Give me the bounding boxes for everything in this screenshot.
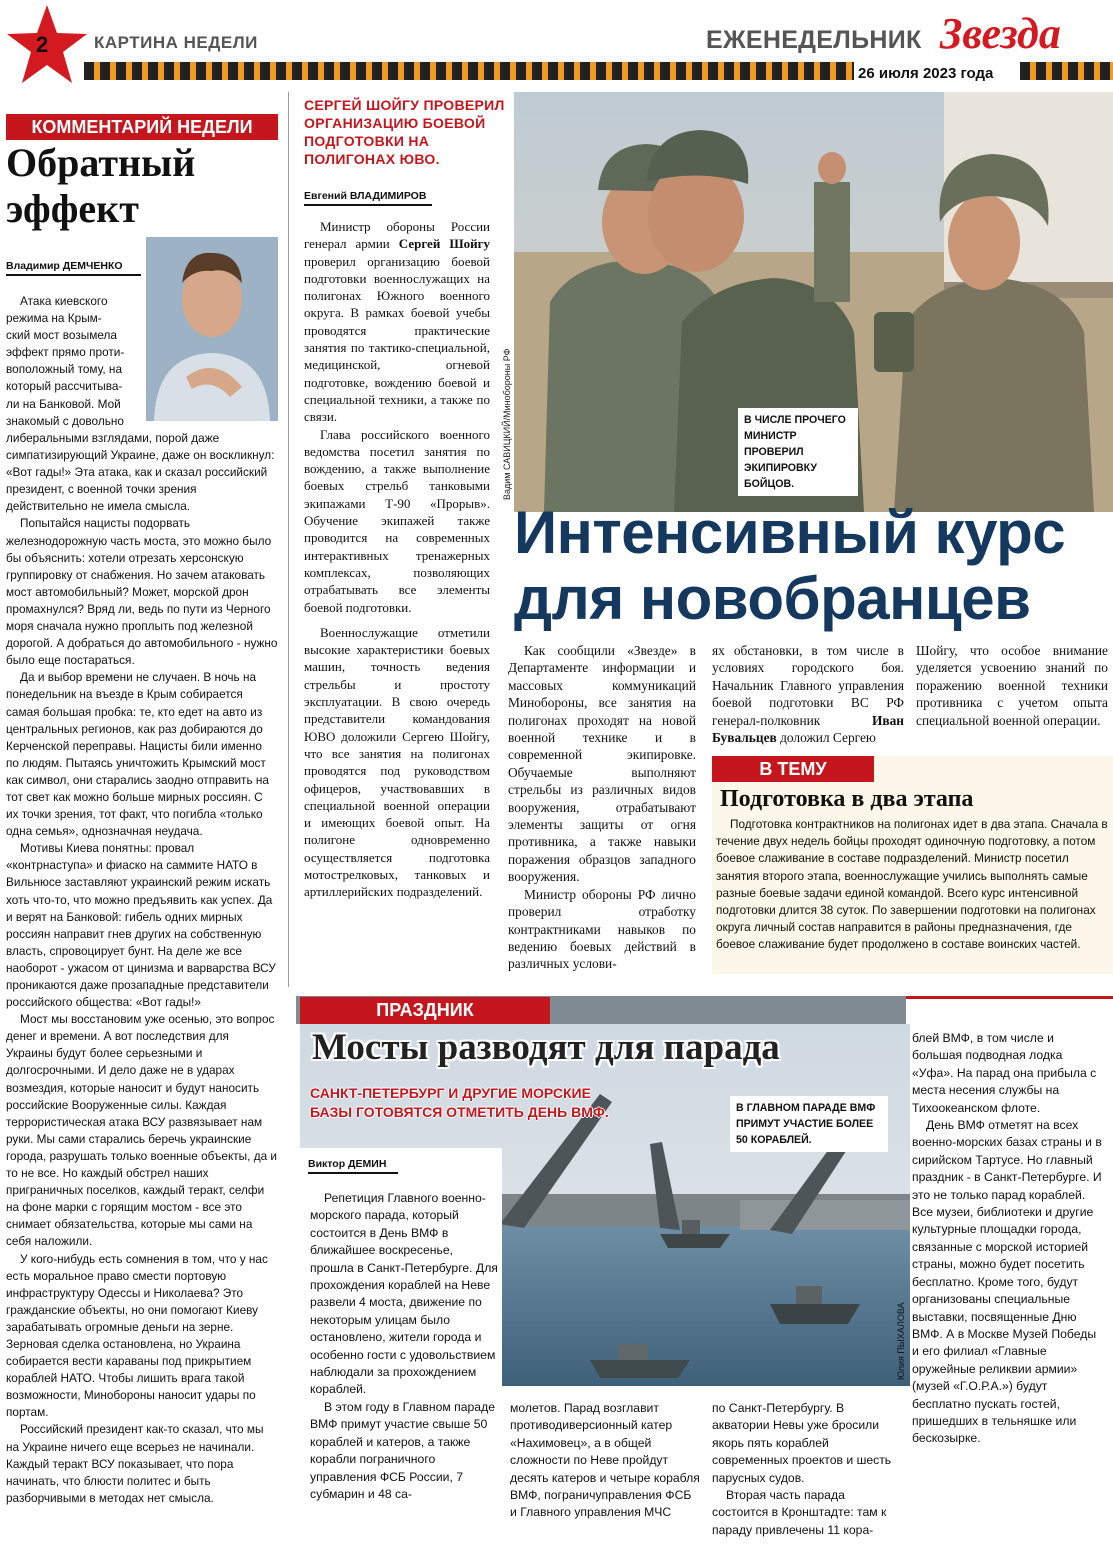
photo-credit: Вадим САВИЦКИЙ/Минобороны РФ	[502, 348, 512, 500]
intro-line: режима на Крым-	[6, 311, 102, 326]
paragraph: либеральными взглядами, порой даже симпатизирующий Украине, даже он воскликнул: «Вот гады!» Эта атака, как и сказал российский президент, с военной точки зрения действительно не имела смысла.	[6, 431, 275, 514]
headline-line: Интенсивный курс	[514, 499, 1066, 566]
sidebar-text	[716, 816, 1108, 954]
section-title: КАРТИНА НЕДЕЛИ	[94, 33, 258, 52]
paragraph: Шойгу, что особое внимание уделяется усвоению знаний по поражению военной техники противника с учетом опыта специальной военной операции.	[916, 643, 1108, 728]
sidebar-rubric: В ТЕМУ	[712, 756, 874, 782]
author-name: Евгений ВЛАДИМИРОВ	[304, 190, 427, 202]
paragraph: по Санкт-Петербургу. В акватории Невы уже бросили якорь пять кораблей современных проектов и шесть парусных судов.	[712, 1401, 892, 1485]
paragraph: В этом году в Главном параде ВМФ примут участие свыше 50 кораблей и катеров, а также корабли пограничного управления ФСБ России, 7 субмарин и 48 са-	[310, 1399, 495, 1501]
comment-intro	[6, 293, 144, 430]
holiday-kicker: САНКТ-ПЕТЕРБУРГ И ДРУГИЕ МОРСКИЕ БАЗЫ ГОТОВЯТСЯ ОТМЕТИТЬ ДЕНЬ ВМФ.	[310, 1085, 609, 1120]
holiday-column-1	[310, 1190, 498, 1503]
name-highlight: Иван Бувальцев	[712, 712, 904, 746]
page-header	[0, 0, 1113, 88]
header-ribbon	[1020, 62, 1113, 80]
paragraph: Военнослужащие отметили высокие характеристики боевых машин, точность ведения стрельбы и простоту эксплуатации. В свою очередь представители командования ЮВО доложили Сергею Шойгу, что все занятия на полигонах проводятся под руководством офицеров, участвовавших в специальной военной операции и имеющих боевой опыт. На полигоне одновременно осуществляется подготовка мотострелковых, танковых и артиллерийских подразделений.	[304, 624, 490, 900]
paragraph: Репетиция Главного военно-морского парада, который состоится в День ВМФ в ближайшее воскресенье, прошла в Санкт-Петербурге. Для прохождения кораблей на Неве развели 4 моста, движение по некоторым улицам было остановлено, жители города и особенно гости с удовольствием наблюдали за прохождением кораблей.	[310, 1191, 498, 1397]
intro-line: знакомый с довольно	[6, 413, 124, 428]
paragraph: Министр обороны РФ лично проверил отработку контрактниками навыков по ведению боевых действий в различных услови-	[508, 886, 696, 972]
name-highlight: Сергей Шойгу	[398, 236, 490, 252]
holiday-column-4	[912, 1030, 1104, 1448]
paragraph: блей ВМФ, в том числе и большая подводная лодка «Уфа». На парад она прибыла с места несения службы на Тихоокеанском флоте.	[912, 1031, 1097, 1115]
holiday-author	[308, 1158, 398, 1174]
main-column-2	[508, 642, 696, 984]
intro-line: Атака киевского	[20, 294, 108, 308]
paragraph: У кого-нибудь есть сомнения в том, что у нас есть моральное право смести портовую инфраструктуру Одессы и Николаева? Это гражданские объекты, но они помогают Киеву зарабатывать огромные деньги на зерне. Зерновая сделка остановлена, но Украина собирается вести караваны под прикрытием кораблей НАТО. Чтобы лишить врага такой возможности, Минобороны наносит удары по портам.	[6, 1251, 268, 1420]
headline-line: для новобранцев	[514, 565, 1031, 632]
main-column-1	[304, 218, 490, 988]
holiday-column-3	[712, 1400, 904, 1539]
paragraph: Вторая часть парада состоится в Кронштадте: там к параду привлечены 11 кора-	[712, 1488, 887, 1537]
holiday-photo-caption: В ГЛАВНОМ ПАРАДЕ ВМФ ПРИМУТ УЧАСТИЕ БОЛЕЕ 50 КОРАБЛЕЙ.	[730, 1096, 888, 1152]
holiday-rubric: ПРАЗДНИК	[300, 997, 550, 1024]
paragraph: ях обстановки, в том числе в условиях городского боя. Начальник Главного управления боевой подготовки ВС РФ генерал-полковник Иван Бувальцев доложил Сергею	[712, 643, 904, 746]
intro-line: эффект прямо проти-	[6, 345, 125, 360]
holiday-photo-credit: Юлия ПЫХАЛОВА	[896, 1302, 906, 1380]
comment-title-line: Обратный	[6, 140, 196, 185]
paragraph: Мотивы Киева понятны: провал «контрнаступа» и фиаско на саммите НАТО в Вильнюсе заставляют украинский режим искать хоть что-то, что можно предъявить как успех. Да и верят на Банковой: гибель одних мирных россиян направит гнев других на собственную власть, спровоцирует бунт. На деле же все наоборот - ужасом от цинизма и варварства ВСУ проникаются даже прозападные представители российского общества: «Вот гады!»	[6, 841, 276, 1010]
intro-line: ли на Банковой. Мой	[6, 396, 121, 411]
issue-date: 26 июля 2023 года	[858, 65, 994, 82]
holiday-column-2	[510, 1400, 700, 1522]
paragraph: Глава российского военного ведомства посетил занятия по вождению, а также выполнение боевых стрельб танковыми экипажами Т-90 «Прорыв». Обучение экипажей также проводится на современных интерактивных тренажерных комплексах, позволяющих отрабатывать все элементы боевой подготовки.	[304, 426, 490, 615]
intro-line: ский мост возымела	[6, 328, 117, 343]
main-author	[304, 190, 432, 206]
author-name: Виктор ДЕМИН	[308, 1158, 387, 1170]
portrait-illustration	[146, 237, 278, 421]
comment-body	[6, 430, 278, 1555]
comment-author	[6, 260, 141, 276]
holiday-title: Мосты разводят для парада	[312, 1027, 780, 1068]
main-kicker: СЕРГЕЙ ШОЙГУ ПРОВЕРИЛ ОРГАНИЗАЦИЮ БОЕВОЙ ПОДГОТОВКИ НА ПОЛИГОНАХ ЮВО.	[304, 97, 505, 167]
comment-title	[6, 140, 195, 232]
header-ribbon	[84, 62, 854, 80]
author-photo	[146, 237, 278, 421]
paragraph: Мост мы восстановим уже осенью, это вопрос денег и времени. А вот последствия для Украины будут более серьезными и долгосрочными. И дело даже не в ударах возмездия, которые наносит и будут наносить российские Вооруженные силы. Каждая террористическая атака ВСУ развязывает нам руки. Мы сами старались беречь украинские города, разрушать только военные объекты, да и то не все. Но каждый обстрел наших приграничных поселков, каждый теракт, селфи на фоне марки с горящим мостом - все это снимает обязательства, которые мы сами на себя наложили.	[6, 1012, 278, 1249]
author-name: Владимир ДЕМЧЕНКО	[6, 260, 123, 272]
paragraph: Российский президент как-то сказал, что мы на Украине ничего еще всерьез не начинали. Каждый теракт ВСУ показывает, что пора начинать, что блюсти политес и быть разборчивыми в методах нет смысла.	[6, 1422, 264, 1505]
page-number: 2	[36, 32, 49, 57]
comment-rubric: КОММЕНТАРИЙ НЕДЕЛИ	[6, 114, 278, 140]
intro-line: который рассчитыва-	[6, 379, 123, 394]
paragraph: Да и выбор времени не случаен. В ночь на понедельник на въезде в Крым собирается самая большая пробка: те, кто едет на авто из центральных регионов, как раз добираются до Керченской переправы. Нацисты били именно по людям. Пытаясь уничтожить Крымский мост как символ, они старались заодно отправить на тот свет как можно больше мирных россиян. С их точки зрения, тот факт, что погибла «только одна семья», однозначная неудача.	[6, 670, 269, 839]
brand-logo: Звезда	[940, 9, 1061, 58]
paragraph: молетов. Парад возглавит противодиверсионный катер «Нахимовец», а в общей сложности по Неве пройдут десять катеров и четыре корабля ВМФ, пограничуправления ФСБ и Главного управления МЧС	[510, 1401, 700, 1520]
main-column-3	[712, 642, 904, 754]
sidebar-title: Подготовка в два этапа	[720, 786, 974, 812]
photo-caption: В ЧИСЛЕ ПРОЧЕГО МИНИСТР ПРОВЕРИЛ ЭКИПИРОВКУ БОЙЦОВ.	[738, 408, 858, 496]
paragraph: Подготовка контрактников на полигонах идет в два этапа. Сначала в течение двух недель бойцы проходят одиночную подготовку, а потом боевое слаживание в составе подразделений. Министр посетил занятия второго этапа, военнослужащие учились выполнять самые разные боевые задачи единой командой. Всего курс интенсивной подготовки длится 38 суток. По завершении подготовки на полигонах округа личный состав направится в районы предназначения, где боевое слаживание будет продолжено в составе воинских частей.	[716, 817, 1108, 952]
column-divider	[288, 92, 289, 987]
paragraph: Попытайся нацисты подорвать железнодорожную часть моста, это можно было бы объяснить: хотели отрезать херсонскую группировку от снабжения. Но зачем атаковать мост автомобильный? Может, морской дрон промахнулся? Вряд ли, ведь по пути из Черного моря сначала нужно проплыть под железной дорогой. А добраться до автомобильного - нужно было еще постараться.	[6, 516, 278, 668]
main-column-4	[916, 642, 1108, 754]
paragraph: День ВМФ отметят на всех военно-морских базах страны и в сирийском Тартусе. Но главный праздник - в Санкт-Петербурге. И это не только парад кораблей. Все музеи, библиотеки и другие культурные площадки города, связанные с морской историей страны, можно будет посетить бесплатно. Кроме того, будут организованы специальные выставки, посвященные Дню ВМФ. А в Москве Музей Победы и его филиал «Главные оружейные реликвии армии» (музей «Г.О.Р.А.») будут бесплатно пускать гостей, пришедших в тельняшке или бескозырке.	[912, 1118, 1102, 1446]
comment-title-line: эффект	[6, 186, 139, 231]
paragraph: Министр обороны России генерал армии Сергей Шойгу проверил организацию боевой подготовки военнослужащих на полигонах Южного военного округа. В рамках боевой учебы проводятся практические занятия по тактико-специальной, медицинской, огневой подготовке, вождению боевой и специальной техники, а также по связи.	[304, 219, 490, 425]
intro-line: воположный тому, на	[6, 362, 123, 377]
paragraph: Как сообщили «Звезде» в Департаменте информации и массовых коммуникаций Минобороны, все занятия на полигонах проходят на новой военной технике и в современной экипировке. Обучаемые выполняют стрельбы из различных видов вооружения, отрабатывают элементы защиты от огня противника, а также навыки поражения образцов западного вооружения.	[508, 643, 696, 885]
weekly-label: ЕЖЕНЕДЕЛЬНИК	[706, 26, 922, 54]
main-headline	[514, 500, 1113, 632]
